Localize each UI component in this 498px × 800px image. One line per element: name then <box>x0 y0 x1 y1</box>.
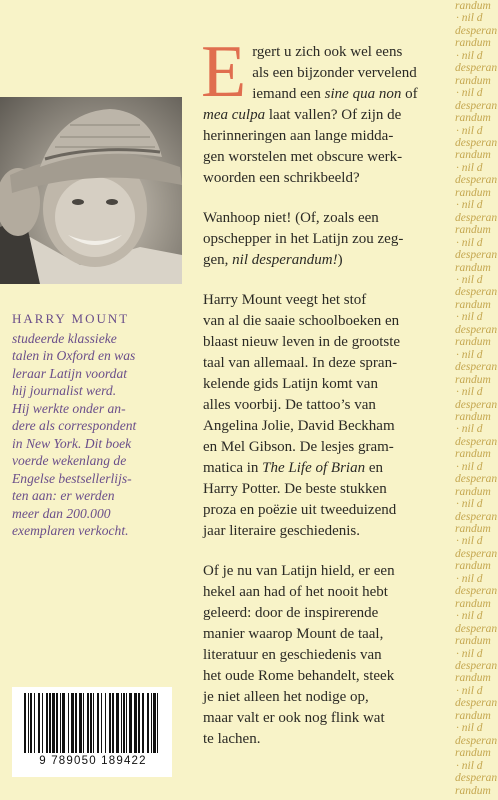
barcode-bar <box>56 693 58 753</box>
side-pattern-line: desperan <box>455 211 498 224</box>
barcode-bar <box>46 693 48 753</box>
side-pattern-line: randum <box>455 37 491 50</box>
blurb <box>201 31 450 769</box>
side-pattern-line: · nil d <box>456 535 483 548</box>
side-pattern-line: desperan <box>455 435 498 448</box>
barcode-bars <box>22 693 162 755</box>
barcode-bar <box>75 693 77 753</box>
side-pattern-line: desperan <box>455 174 498 187</box>
barcode-bar <box>87 693 89 753</box>
side-pattern-line: randum <box>455 747 491 760</box>
barcode <box>12 687 172 777</box>
side-pattern-line: randum <box>455 597 491 610</box>
author-name: HARRY MOUNT <box>12 311 130 326</box>
side-pattern-line: randum <box>455 74 491 87</box>
barcode-bar <box>112 693 114 753</box>
blurb-paragraph-1 <box>201 31 450 189</box>
blurb-emphasis: mea culpa <box>203 107 266 123</box>
side-pattern-line: · nil d <box>456 12 483 25</box>
side-pattern-line: randum <box>455 149 491 162</box>
barcode-bar <box>34 693 35 753</box>
barcode-bar <box>62 693 65 753</box>
side-pattern-line: · nil d <box>456 759 483 772</box>
blurb-text: Harry Mount veegt het stof van al die saaie schoolboeken en blaast nieuw leven in de grootste taal van allemaal. In deze spran- kelende gids Latijn komt van alles voorbij. De tattoo’s van Angelina Jolie, David Beckham en Mel Gibson. De lesjes gram- matica in <box>203 292 401 476</box>
side-pattern-line: · nil d <box>456 386 483 399</box>
blurb-text: of <box>405 86 418 102</box>
blurb-text: Wanhoop niet! (Of, zoals een opschepper in het Latijn zou zeg- gen, <box>203 210 404 268</box>
side-pattern-line: randum <box>455 261 491 274</box>
side-pattern-line: desperan <box>455 473 498 486</box>
side-pattern-line: randum <box>455 410 491 423</box>
barcode-bar <box>138 693 140 753</box>
side-pattern-line: desperan <box>455 24 498 37</box>
barcode-bar <box>153 693 156 753</box>
side-pattern-line: · nil d <box>456 236 483 249</box>
side-pattern-line: · nil d <box>456 498 483 511</box>
side-pattern-line: randum <box>455 112 491 125</box>
barcode-bar <box>28 693 29 753</box>
side-pattern-line: desperan <box>455 622 498 635</box>
side-pattern-line: desperan <box>455 99 498 112</box>
blurb-paragraph-2 <box>203 208 450 271</box>
side-pattern-line: randum <box>455 224 491 237</box>
side-pattern-line: desperan <box>455 323 498 336</box>
barcode-bar <box>90 693 92 753</box>
author-photo <box>0 97 182 284</box>
side-pattern-line: desperan <box>455 734 498 747</box>
barcode-bar <box>116 693 119 753</box>
barcode-bar <box>79 693 82 753</box>
blurb-paragraph-4: Of je nu van Latijn hield, er een hekel aan had of het nooit hebt geleerd: door de inspirerende manier waarop Mount de taal, literatuur en geschiedenis van het oude Rome behandelt, steek je niet alleen het nodige op, maar valt er ook nog flink wat te lachen. <box>203 563 395 747</box>
barcode-bar <box>71 693 74 753</box>
barcode-bar <box>52 693 55 753</box>
side-pattern-line: desperan <box>455 510 498 523</box>
barcode-bar <box>123 693 125 753</box>
barcode-bar <box>30 693 32 753</box>
blurb-text: laat vallen? Of zijn de herinneringen aan lange midda- gen worstelen met obscure werk- woorden een schrikbeeld? <box>203 107 403 186</box>
blurb-emphasis: The Life of Brian <box>262 460 366 476</box>
author-photo-illustration <box>0 97 182 284</box>
side-pattern-line: · nil d <box>456 87 483 100</box>
side-pattern-line: · nil d <box>456 460 483 473</box>
barcode-bar <box>147 693 149 753</box>
side-pattern-line: randum <box>455 373 491 386</box>
side-pattern-line: · nil d <box>456 273 483 286</box>
blurb-text: en Harry Potter. De beste stukken proza en poëzie uit tweeduizend jaar literaire geschiedenis. <box>203 460 397 539</box>
side-pattern-line: · nil d <box>456 311 483 324</box>
side-pattern-line: · nil d <box>456 161 483 174</box>
side-pattern-line: desperan <box>455 249 498 262</box>
side-pattern-line: · nil d <box>456 684 483 697</box>
side-pattern-line: randum <box>455 672 491 685</box>
barcode-bar <box>151 693 152 753</box>
side-pattern-line: desperan <box>455 585 498 598</box>
barcode-bar <box>142 693 144 753</box>
side-pattern-line: · nil d <box>456 647 483 660</box>
side-pattern-line: · nil d <box>456 49 483 62</box>
barcode-bar <box>109 693 111 753</box>
side-pattern-line: · nil d <box>456 722 483 735</box>
side-pattern-line: randum <box>455 298 491 311</box>
blurb-text: rgert u zich ook wel eens als een bijzonder vervelend iemand een <box>252 44 417 102</box>
side-pattern-line: desperan <box>455 286 498 299</box>
barcode-bar <box>134 693 137 753</box>
barcode-bar <box>97 693 99 753</box>
blurb-text: ) <box>337 252 343 268</box>
side-pattern-line: randum <box>455 336 491 349</box>
side-pattern-line: · nil d <box>456 423 483 436</box>
barcode-bar <box>68 693 69 753</box>
author-bio <box>12 310 182 540</box>
side-pattern-line: · nil d <box>456 572 483 585</box>
side-pattern-line: · nil d <box>456 610 483 623</box>
barcode-bar <box>129 693 132 753</box>
side-pattern-line: randum <box>455 560 491 573</box>
barcode-bar <box>83 693 84 753</box>
barcode-bar <box>93 693 94 753</box>
barcode-number: 9 789050 189422 <box>39 755 147 767</box>
side-pattern-line: desperan <box>455 547 498 560</box>
side-pattern-line: desperan <box>455 660 498 673</box>
blurb-emphasis: nil desperandum! <box>232 252 338 268</box>
side-pattern-line: randum <box>455 523 491 536</box>
side-pattern-line: desperan <box>455 398 498 411</box>
barcode-bar <box>42 693 43 753</box>
side-pattern-line: randum <box>455 635 491 648</box>
barcode-bar <box>126 693 127 753</box>
side-pattern-line: desperan <box>455 136 498 149</box>
barcode-bar <box>49 693 51 753</box>
author-bio-text: studeerde klassieke talen in Oxford en was leraar Latijn voordat hij journalist werd. Hij werkte onder an- dere als correspondent in New York. Dit boek voerde wekenlang de Engelse bestsellerlijs- ten aan: er werden meer dan 200.000 exemplaren verkocht. <box>12 330 137 538</box>
side-pattern-line: desperan <box>455 62 498 75</box>
side-pattern-line: randum <box>455 186 491 199</box>
side-pattern-line: desperan <box>455 361 498 374</box>
side-pattern <box>454 0 498 800</box>
side-pattern-line: randum <box>455 784 491 797</box>
barcode-bar <box>60 693 61 753</box>
side-pattern-line: randum <box>455 709 491 722</box>
side-pattern-line: desperan <box>455 772 498 785</box>
barcode-bar <box>24 693 26 753</box>
barcode-bar <box>101 693 102 753</box>
side-pattern-line: · nil d <box>456 124 483 137</box>
dropcap: E <box>201 31 247 113</box>
side-pattern-line: randum <box>455 448 491 461</box>
side-pattern-line: randum <box>455 485 491 498</box>
side-pattern-line: · nil d <box>456 199 483 212</box>
blurb-emphasis: sine qua non <box>324 86 402 102</box>
barcode-bar <box>157 693 158 753</box>
blurb-paragraph-3 <box>203 290 450 542</box>
side-pattern-line: · nil d <box>456 348 483 361</box>
barcode-bar <box>38 693 40 753</box>
side-pattern-line: randum <box>455 0 491 12</box>
barcode-bar <box>105 693 106 753</box>
barcode-bar <box>121 693 122 753</box>
side-pattern-line: desperan <box>455 697 498 710</box>
